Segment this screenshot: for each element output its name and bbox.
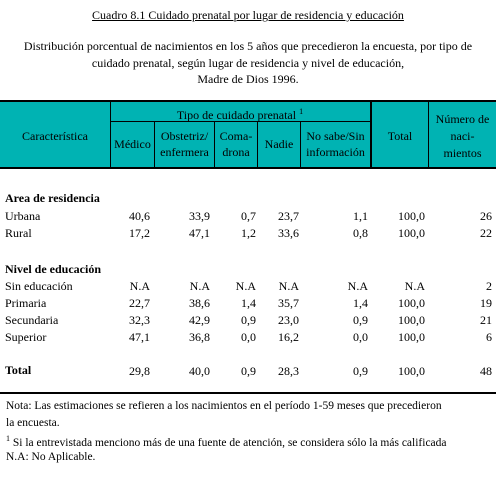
note-line-4: N.A: No Aplicable.	[6, 451, 96, 463]
header-col-total: Total	[387, 129, 413, 143]
cell-nosabe: 1,4	[353, 296, 368, 310]
header-col-obstetriz-l1: Obstetriz/	[160, 129, 209, 143]
cell-comadrona: 0,0	[241, 330, 256, 344]
cell-nadie: 23,0	[278, 313, 299, 327]
cell-nosabe: 0,9	[353, 313, 368, 327]
cell-nadie: 23,7	[278, 209, 299, 223]
cell-total: 100,0	[398, 313, 425, 327]
header-col-nadie: Nadie	[264, 137, 294, 151]
cell-obstetriz: N.A	[189, 279, 210, 293]
cell-nadie: 28,3	[278, 364, 299, 378]
cell-numero: 2	[486, 279, 492, 293]
cell-medico: 29,8	[129, 364, 150, 378]
header-col-comadrona-l2: drona	[222, 145, 250, 159]
cell-obstetriz: 42,9	[189, 313, 210, 327]
section-label-residencia: Area de residencia	[5, 191, 100, 205]
cell-obstetriz: 40,0	[189, 364, 210, 378]
cell-comadrona: 0,9	[241, 364, 256, 378]
cell-comadrona: 1,2	[241, 226, 256, 240]
note-line-1: Nota: Las estimaciones se refieren a los nacimientos en el período 1-59 meses que precedieron	[6, 400, 442, 412]
header-col-comadrona-l1: Coma-	[219, 129, 253, 143]
header-col-obstetriz-l2: enfermera	[160, 145, 209, 159]
cell-nosabe: 1,1	[353, 209, 368, 223]
cell-total: 100,0	[398, 364, 425, 378]
row-label: Total	[5, 363, 32, 377]
row-label: Primaria	[5, 296, 47, 310]
cell-medico: 40,6	[129, 209, 150, 223]
cell-medico: 32,3	[129, 313, 150, 327]
row-label: Rural	[5, 226, 32, 240]
cell-total: 100,0	[398, 209, 425, 223]
header-col-nosabe-l1: No sabe/Sin	[306, 129, 365, 143]
header-group-text: Tipo de cuidado prenatal	[176, 108, 297, 122]
cell-nadie: N.A	[278, 279, 299, 293]
cell-nosabe: 0,9	[353, 364, 368, 378]
header-col-numero-l3: mientos	[443, 146, 482, 160]
header-col-numero-l1: Número de	[435, 112, 490, 126]
table-title: Cuadro 8.1 Cuidado prenatal por lugar de residencia y educación	[92, 8, 404, 22]
row-label: Urbana	[5, 209, 41, 223]
cell-medico: 17,2	[129, 226, 150, 240]
cell-nadie: 35,7	[278, 296, 299, 310]
cell-medico: N.A	[129, 279, 150, 293]
note-footnote-marker: 1	[6, 434, 10, 443]
note-line-3	[6, 434, 447, 449]
cell-medico: 22,7	[129, 296, 150, 310]
cell-obstetriz: 36,8	[189, 330, 210, 344]
note-line-3-text: Si la entrevistada menciono más de una fuente de atención, se considera sólo la más calificada	[12, 436, 447, 449]
section-label-educacion: Nivel de educación	[5, 262, 101, 276]
header-group-footnote: 1	[299, 107, 304, 116]
cell-nosabe: 0,8	[353, 226, 368, 240]
cell-obstetriz: 38,6	[189, 296, 210, 310]
cell-total: N.A	[404, 279, 425, 293]
cell-obstetriz: 47,1	[189, 226, 210, 240]
bottom-rule	[0, 392, 496, 394]
cell-total: 100,0	[398, 296, 425, 310]
cell-medico: 47,1	[129, 330, 150, 344]
cell-obstetriz: 33,9	[189, 209, 210, 223]
cell-numero: 26	[480, 209, 492, 223]
cell-nosabe: N.A	[347, 279, 368, 293]
cell-total: 100,0	[398, 226, 425, 240]
header-group-label	[110, 105, 370, 122]
cell-numero: 48	[480, 364, 492, 378]
cell-nadie: 16,2	[278, 330, 299, 344]
cell-nadie: 33,6	[278, 226, 299, 240]
row-label: Secundaria	[5, 313, 59, 327]
cell-nosabe: 0,0	[353, 330, 368, 344]
header-caracteristica: Característica	[22, 129, 88, 143]
header-col-numero-l2: naci-	[450, 129, 475, 143]
cell-numero: 6	[486, 330, 492, 344]
header-col-medico: Médico	[114, 137, 151, 151]
subtitle-line-1: Distribución porcentual de nacimientos en los 5 años que precedieron la encuesta, por tipo de	[23, 39, 473, 53]
note-line-2: la encuesta.	[6, 417, 60, 429]
cell-comadrona: N.A	[235, 279, 256, 293]
cell-numero: 21	[480, 313, 492, 327]
subtitle-line-2: cuidado prenatal, según lugar de residencia y nivel de educación,	[91, 56, 405, 70]
cell-comadrona: 1,4	[241, 296, 256, 310]
subtitle-line-3: Madre de Dios 1996.	[197, 72, 299, 86]
cell-comadrona: 0,7	[241, 209, 256, 223]
cell-numero: 22	[480, 226, 492, 240]
row-label: Sin educación	[5, 279, 73, 293]
cell-comadrona: 0,9	[241, 313, 256, 327]
cell-numero: 19	[480, 296, 492, 310]
cell-total: 100,0	[398, 330, 425, 344]
row-label: Superior	[5, 330, 47, 344]
header-col-nosabe-l2: información	[306, 145, 365, 159]
